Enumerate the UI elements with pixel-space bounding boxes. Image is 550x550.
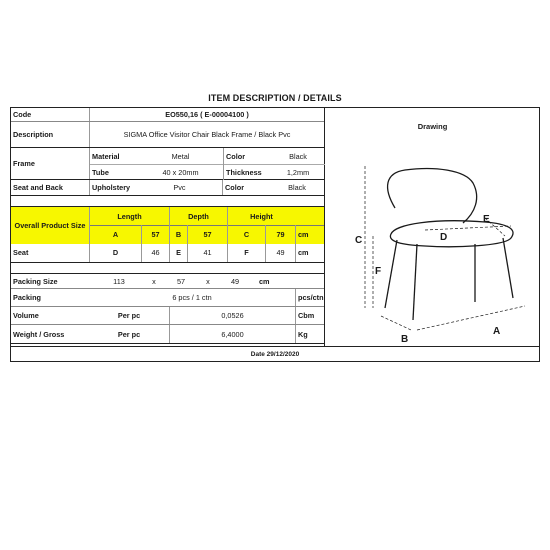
tube-value: 40 x 20mm [162,167,199,177]
frame-row [11,148,324,180]
a-value: 57 [141,225,169,244]
packing-size-label: Packing Size [13,276,58,286]
drawing-title: Drawing [417,122,448,131]
c-value: 79 [265,225,295,244]
packing-label: Packing [13,293,41,302]
seat-back-row [11,180,324,196]
volume-per: Per pc [117,311,141,320]
chair-drawing [325,148,540,348]
thickness-label: Thickness [223,164,271,180]
volume-unit: Cbm [295,307,324,324]
label-c: C [355,235,363,246]
description-label: Description [13,130,54,139]
code-value: EO550,16 ( E-00004100 ) [89,108,324,121]
frame-color-value: Black [289,151,307,161]
material-value: Metal [171,151,190,161]
c-label: C [227,225,265,244]
label-f: F [375,266,382,277]
weight-row [11,325,324,344]
seat-outline [390,221,513,247]
volume-label: Volume [13,311,39,320]
e-value: 41 [187,243,227,262]
description-row [11,122,324,148]
weight-value: 6,4000 [169,325,295,343]
packing-size-length: 113 [113,276,125,286]
label-b: B [401,334,409,345]
spec-sheet [10,107,540,362]
overall-size-label: Overall Product Size [11,207,89,244]
a-label: A [89,225,141,244]
code-row [11,108,324,122]
volume-value: 0,0526 [169,307,295,324]
date-bar: Date 29/12/2020 [11,346,539,361]
seat-row [11,243,324,263]
packing-size-row [11,273,324,289]
packing-size-unit: cm [259,276,270,286]
backrest-outline [388,169,477,223]
upholstery-value: Pvc [173,183,186,192]
packing-row [11,289,324,307]
frame-label: Frame [13,159,35,168]
overall-unit: cm [295,225,324,244]
page-heading: ITEM DESCRIPTION / DETAILS [208,93,342,103]
weight-per: Per pc [117,329,141,339]
leg-front-left [385,240,397,308]
dimension-a-line [417,306,525,330]
packing-size-x1: x [152,276,156,286]
e-label: E [169,243,187,262]
overall-size-row [11,206,324,243]
packing-size-height: 49 [230,276,240,286]
material-label: Material [92,151,120,161]
thickness-value: 1,2mm [286,167,310,177]
label-d: D [440,232,448,243]
d-value: 46 [141,243,169,262]
frame-color-label: Color [223,148,271,164]
packing-unit: pcs/ctn [295,289,324,306]
label-a: A [493,326,501,337]
leg-back-right [503,238,513,298]
seat-back-label: Seat and Back [13,183,63,192]
b-value: 57 [187,225,227,244]
d-label: D [89,243,141,262]
packing-value: 6 pcs / 1 ctn [172,293,212,302]
tube-label: Tube [92,167,109,177]
length-label: Length [89,207,169,225]
height-label: Height [227,207,295,225]
seat-label: Seat [13,248,29,257]
label-e: E [483,214,490,225]
f-label: F [227,243,265,262]
b-label: B [169,225,187,244]
depth-label: Depth [169,207,227,225]
packing-size-depth: 57 [176,276,186,286]
volume-row [11,307,324,325]
weight-label: Weight / Gross [13,329,65,339]
code-label: Code [13,110,32,119]
description-value: SIGMA Office Visitor Chair Black Frame / Black Pvc [89,122,324,147]
seat-color-value: Black [288,183,306,192]
packing-size-x2: x [206,276,210,286]
seat-unit: cm [295,243,324,262]
dimension-b-line [381,316,411,330]
f-value: 49 [265,243,295,262]
weight-unit: Kg [295,325,324,343]
seat-color-label: Color [222,180,270,195]
leg-front-right [413,244,417,320]
upholstery-label: Upholstery [89,180,137,195]
chair-diagram [325,148,540,348]
